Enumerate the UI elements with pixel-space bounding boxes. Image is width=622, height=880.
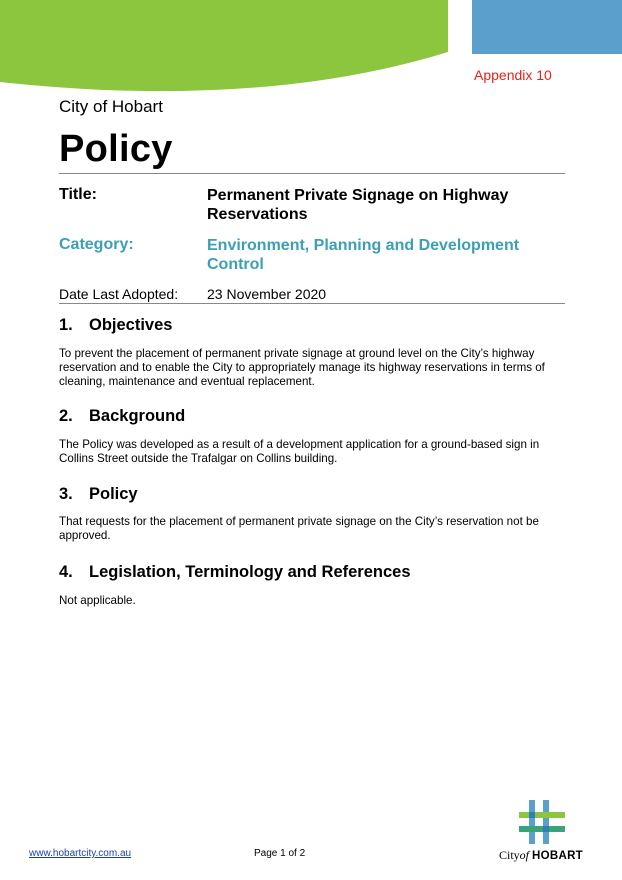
section-number: 4. <box>59 563 73 581</box>
section-title: Background <box>89 407 186 425</box>
logo-city-text: City <box>499 848 520 862</box>
organisation-name: City of Hobart <box>59 97 163 116</box>
section-number: 2. <box>59 407 73 425</box>
meta-divider <box>59 303 565 304</box>
section-body: The Policy was developed as a result of a development application for a ground-based sign in Collins Street outside the Trafalgar on Collins building. <box>59 438 540 465</box>
section-heading <box>59 316 172 335</box>
section-number: 3. <box>59 485 73 503</box>
appendix-label: Appendix 10 <box>474 67 552 83</box>
section-title: Objectives <box>89 316 173 334</box>
section-title: Policy <box>89 485 138 503</box>
category-value: Environment, Planning and Development Control <box>207 237 520 273</box>
section-body: To prevent the placement of permanent private signage at ground level on the City’s highway reservation and to enable the City to appropriately manage its highway reservations in terms of cleaning, maintenance and eventual replacement. <box>59 347 545 388</box>
document-type-title: Policy <box>59 128 173 170</box>
category-label: Category: <box>59 236 134 253</box>
section-number: 1. <box>59 316 73 334</box>
logo-of-text: of <box>519 848 530 862</box>
date-adopted-label: Date Last Adopted: <box>59 286 179 302</box>
blue-block-shape <box>472 0 622 54</box>
hobart-grid-logo-icon <box>519 800 565 844</box>
green-wave-shape <box>0 0 448 91</box>
logo-hobart-text: HOBART <box>532 850 584 862</box>
section-heading <box>59 485 138 504</box>
header-divider <box>59 173 565 174</box>
title-value: Permanent Private Signage on Highway Reservations <box>207 187 509 223</box>
date-adopted-value: 23 November 2020 <box>207 286 327 302</box>
section-heading <box>59 563 411 582</box>
section-body: Not applicable. <box>59 594 136 607</box>
section-body: That requests for the placement of permanent private signage on the City’s reservation not be approved. <box>59 515 539 542</box>
title-label: Title: <box>59 186 97 203</box>
page-number: Page 1 of 2 <box>254 848 306 859</box>
website-link[interactable]: www.hobartcity.com.au <box>29 848 132 859</box>
section-heading <box>59 407 185 426</box>
section-title: Legislation, Terminology and References <box>89 563 411 581</box>
city-of-hobart-logo <box>499 848 583 863</box>
